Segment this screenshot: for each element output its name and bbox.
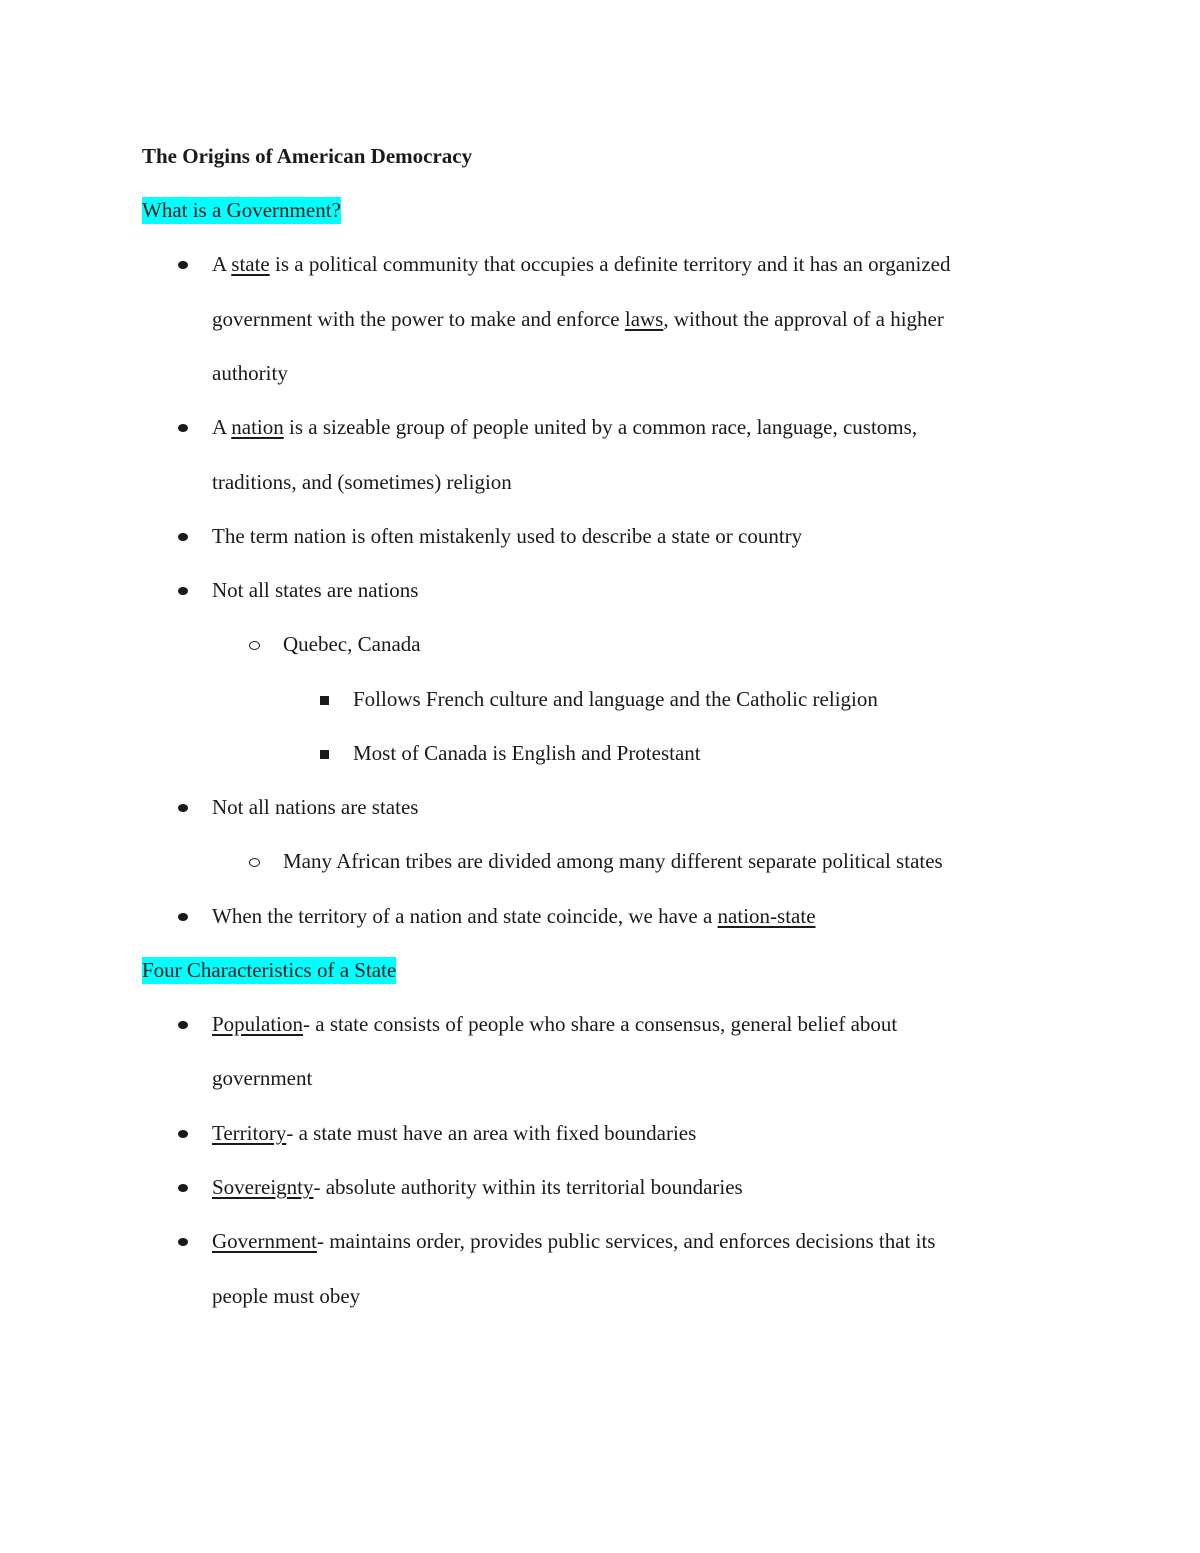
list-item-quebec: Quebec, Canada bbox=[283, 632, 421, 656]
bullet-icon bbox=[178, 1010, 188, 1038]
bullet-icon bbox=[178, 413, 188, 441]
bullet-icon bbox=[178, 576, 188, 604]
list-item-not-all-nations: Not all nations are states bbox=[212, 795, 419, 819]
list-item-not-all-states: Not all states are nations bbox=[212, 578, 419, 602]
section-heading-characteristics bbox=[142, 956, 396, 984]
list-item-state-line3: authority bbox=[212, 361, 288, 385]
text: A bbox=[212, 415, 232, 439]
square-bullet-icon bbox=[320, 739, 329, 767]
list-item-quebec-culture: Follows French culture and language and the Catholic religion bbox=[353, 687, 878, 711]
list-item-nation bbox=[212, 413, 917, 441]
bullet-icon bbox=[178, 1173, 188, 1201]
term-nation: nation bbox=[231, 415, 284, 439]
list-item-sovereignty bbox=[212, 1173, 743, 1201]
bullet-icon bbox=[178, 902, 188, 930]
list-item-nation-line2: traditions, and (sometimes) religion bbox=[212, 470, 512, 494]
text: - a state must have an area with fixed boundaries bbox=[286, 1121, 697, 1145]
list-item-canada: Most of Canada is English and Protestant bbox=[353, 741, 701, 765]
term-laws: laws bbox=[624, 307, 664, 331]
term-territory: Territory bbox=[212, 1121, 287, 1145]
list-item-state bbox=[212, 250, 951, 278]
ring-bullet-icon bbox=[249, 630, 260, 658]
highlighted-heading-text: Four Characteristics of a State bbox=[142, 958, 397, 982]
bullet-icon bbox=[178, 250, 188, 278]
term-sovereignty: Sovereignty bbox=[212, 1175, 314, 1199]
text: , without the approval of a higher bbox=[663, 307, 944, 331]
bullet-icon bbox=[178, 522, 188, 550]
list-item-population-line2: government bbox=[212, 1066, 313, 1090]
list-item-territory bbox=[212, 1119, 696, 1147]
list-item-state-line2 bbox=[212, 305, 944, 333]
term-state: state bbox=[231, 252, 270, 276]
text: is a sizeable group of people united by a common race, language, customs, bbox=[283, 415, 918, 439]
document-title: The Origins of American Democracy bbox=[142, 144, 473, 168]
list-item-term-misuse: The term nation is often mistakenly used to describe a state or country bbox=[212, 524, 803, 548]
text: - absolute authority within its territorial boundaries bbox=[313, 1175, 743, 1199]
text: When the territory of a nation and state coincide, we have a bbox=[212, 904, 718, 928]
list-item-government-line2: people must obey bbox=[212, 1284, 361, 1308]
bullet-icon bbox=[178, 1227, 188, 1255]
list-item-african-tribes: Many African tribes are divided among many different separate political states bbox=[283, 849, 943, 873]
text: is a political community that occupies a definite territory and it has an organized bbox=[269, 252, 951, 276]
text: A bbox=[212, 252, 232, 276]
text: - maintains order, provides public services, and enforces decisions that its bbox=[316, 1229, 936, 1253]
section-heading-government bbox=[142, 196, 341, 224]
term-government: Government bbox=[212, 1229, 317, 1253]
ring-bullet-icon bbox=[249, 847, 260, 875]
square-bullet-icon bbox=[320, 685, 329, 713]
list-item-nation-state bbox=[212, 902, 816, 930]
term-nation-state: nation-state bbox=[717, 904, 816, 928]
text: - a state consists of people who share a consensus, general belief about bbox=[303, 1012, 898, 1036]
highlighted-heading-text: What is a Government? bbox=[142, 198, 341, 222]
term-population: Population bbox=[212, 1012, 304, 1036]
bullet-icon bbox=[178, 793, 188, 821]
text: government with the power to make and enforce bbox=[212, 307, 625, 331]
list-item-population bbox=[212, 1010, 897, 1038]
list-item-government bbox=[212, 1227, 935, 1255]
bullet-icon bbox=[178, 1119, 188, 1147]
